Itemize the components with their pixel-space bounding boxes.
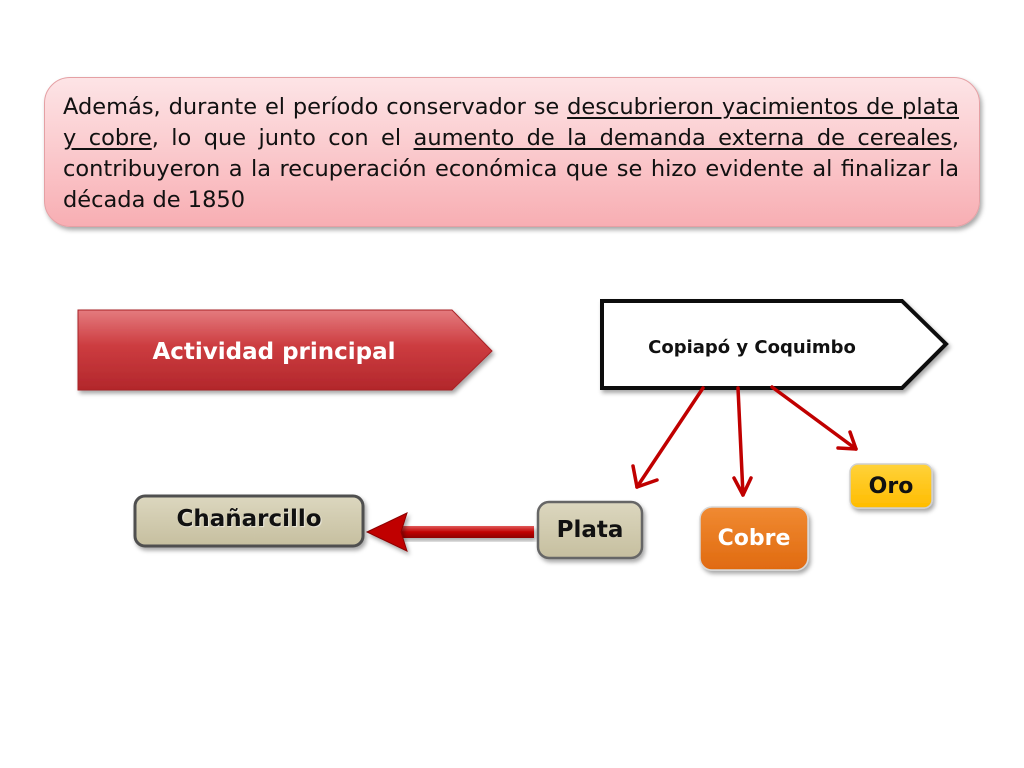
actividad-principal-label: Actividad principal <box>152 339 396 365</box>
arrow-plata-to-chanarcillo <box>367 513 534 551</box>
paragraph-text-3: , contribuyeron a la recuperación económica que se hizo evidente al finalizar la década de 1850 <box>63 125 959 213</box>
paragraph-text-1: Además, durante el período conservador se <box>63 94 568 120</box>
oro-label: Oro <box>868 473 914 499</box>
underlined-phrase-yacimientos: descubrieron yacimientos de plata y cobre <box>63 94 959 151</box>
plata-label: Plata <box>556 517 624 543</box>
paragraph-text-2: , lo que junto con el <box>151 125 414 151</box>
arrow-to-oro <box>772 387 856 449</box>
arrow-to-plata <box>633 388 703 487</box>
copiapo-coquimbo-label: Copiapó y Coquimbo <box>648 336 856 358</box>
underlined-phrase-demanda: aumento de la demanda externa de cereales <box>413 125 952 151</box>
chanarcillo-label: Chañarcillo <box>176 506 322 532</box>
arrow-to-cobre <box>734 388 751 495</box>
cobre-label: Cobre <box>717 526 791 551</box>
